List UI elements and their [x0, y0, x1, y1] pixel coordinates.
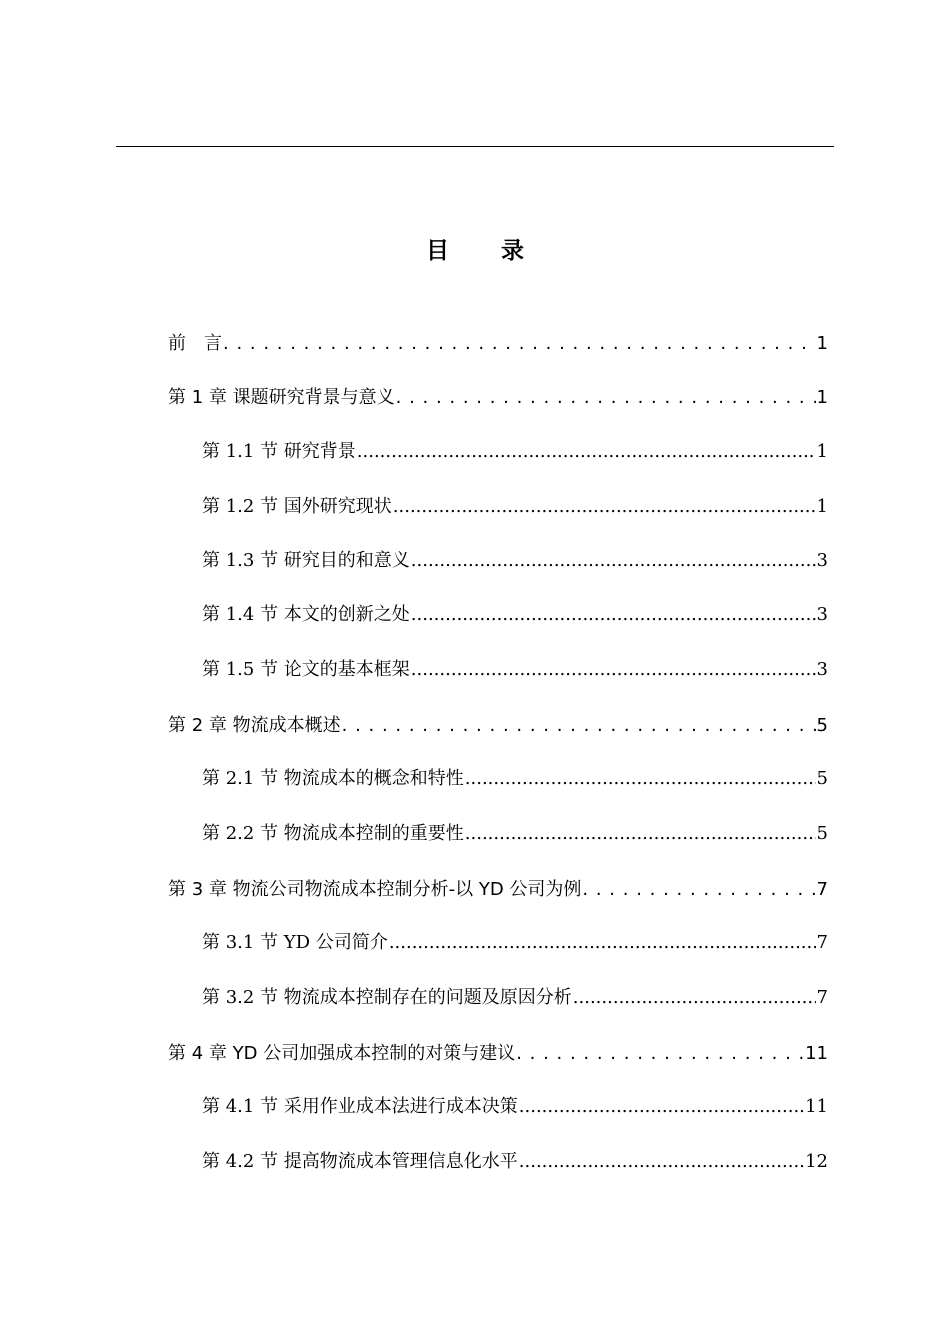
toc-entry-label: 第 1.1 节 研究背景: [202, 441, 356, 462]
toc-entry-page: 1: [816, 333, 828, 354]
toc-entry-section-2-1[interactable]: [202, 764, 828, 790]
toc-entry-page: 11: [805, 1043, 828, 1064]
toc-entry-page: 1: [816, 387, 828, 408]
toc-entry-page: 7: [816, 987, 828, 1008]
toc-entry-page: 3: [816, 550, 828, 571]
toc-entry-label: 第 3.2 节 物流成本控制存在的问题及原因分析: [202, 987, 572, 1008]
toc-entry-label: 第 1.3 节 研究目的和意义: [202, 550, 410, 571]
toc-entry-section-1-4[interactable]: [202, 600, 828, 626]
dot-leader: [393, 496, 816, 517]
toc-entry-label: 第 2 章 物流成本概述: [168, 715, 341, 736]
dot-leader: [519, 1151, 804, 1172]
toc-entry-page: 11: [805, 1096, 828, 1117]
toc-entry-chapter-3[interactable]: [168, 875, 828, 901]
toc-entry-page: 12: [805, 1151, 828, 1172]
toc-entry-page: 5: [816, 715, 828, 736]
dot-leader: [411, 659, 816, 680]
toc-entry-label: 第 4 章 YD 公司加强成本控制的对策与建议: [168, 1043, 516, 1064]
dot-leader: [389, 932, 816, 953]
toc-entry-label: 第 1.4 节 本文的创新之处: [202, 604, 410, 625]
dot-leader: [396, 387, 816, 408]
dot-leader: [519, 1096, 804, 1117]
toc-entry-section-1-3[interactable]: [202, 546, 828, 572]
toc-entry-section-1-1[interactable]: [202, 437, 828, 463]
toc-entry-label: 第 3.1 节 YD 公司简介: [202, 932, 388, 953]
toc-entry-page: 5: [816, 768, 828, 789]
toc-entry-section-4-1[interactable]: [202, 1092, 828, 1118]
toc-entry-page: 1: [816, 441, 828, 462]
toc-entry-chapter-4[interactable]: [168, 1039, 828, 1065]
toc-entry-label: 第 2.1 节 物流成本的概念和特性: [202, 768, 464, 789]
toc-entry-label: 第 2.2 节 物流成本控制的重要性: [202, 823, 464, 844]
toc-entry-page: 5: [816, 823, 828, 844]
toc-entry-page: 7: [816, 932, 828, 953]
toc-entry-section-3-2[interactable]: [202, 983, 828, 1009]
dot-leader: [573, 987, 816, 1008]
dot-leader: [411, 604, 816, 625]
toc-entry-page: 3: [816, 604, 828, 625]
dot-leader: [582, 879, 815, 900]
dot-leader: [357, 441, 816, 462]
dot-leader: [516, 1043, 804, 1064]
dot-leader: [411, 550, 816, 571]
dot-leader: [342, 715, 816, 736]
toc-entry-section-3-1[interactable]: [202, 928, 828, 954]
toc-entry-label: 第 1.2 节 国外研究现状: [202, 496, 392, 517]
toc-entry-page: 3: [816, 659, 828, 680]
toc-entry-section-4-2[interactable]: [202, 1147, 828, 1173]
toc-entry-section-1-5[interactable]: [202, 655, 828, 681]
toc-entry-label: 第 1 章 课题研究背景与意义: [168, 387, 395, 408]
dot-leader: [465, 823, 816, 844]
toc-entry-preface[interactable]: [168, 329, 828, 355]
toc-entry-chapter-2[interactable]: [168, 711, 828, 737]
toc-entry-chapter-1[interactable]: [168, 383, 828, 409]
toc-entry-label: 第 4.2 节 提高物流成本管理信息化水平: [202, 1151, 518, 1172]
toc-title: 目 录: [425, 238, 546, 264]
toc-entry-section-2-2[interactable]: [202, 819, 828, 845]
toc-entry-label: 前 言: [168, 333, 222, 354]
toc-entry-label: 第 1.5 节 论文的基本框架: [202, 659, 410, 680]
toc-entry-label: 第 3 章 物流公司物流成本控制分析-以 YD 公司为例: [168, 879, 582, 900]
toc-entry-page: 7: [816, 879, 828, 900]
dot-leader: [465, 768, 816, 789]
toc-entry-label: 第 4.1 节 采用作业成本法进行成本决策: [202, 1096, 518, 1117]
dot-leader: [223, 333, 816, 354]
toc-entry-page: 1: [816, 496, 828, 517]
toc-entry-section-1-2[interactable]: [202, 492, 828, 518]
